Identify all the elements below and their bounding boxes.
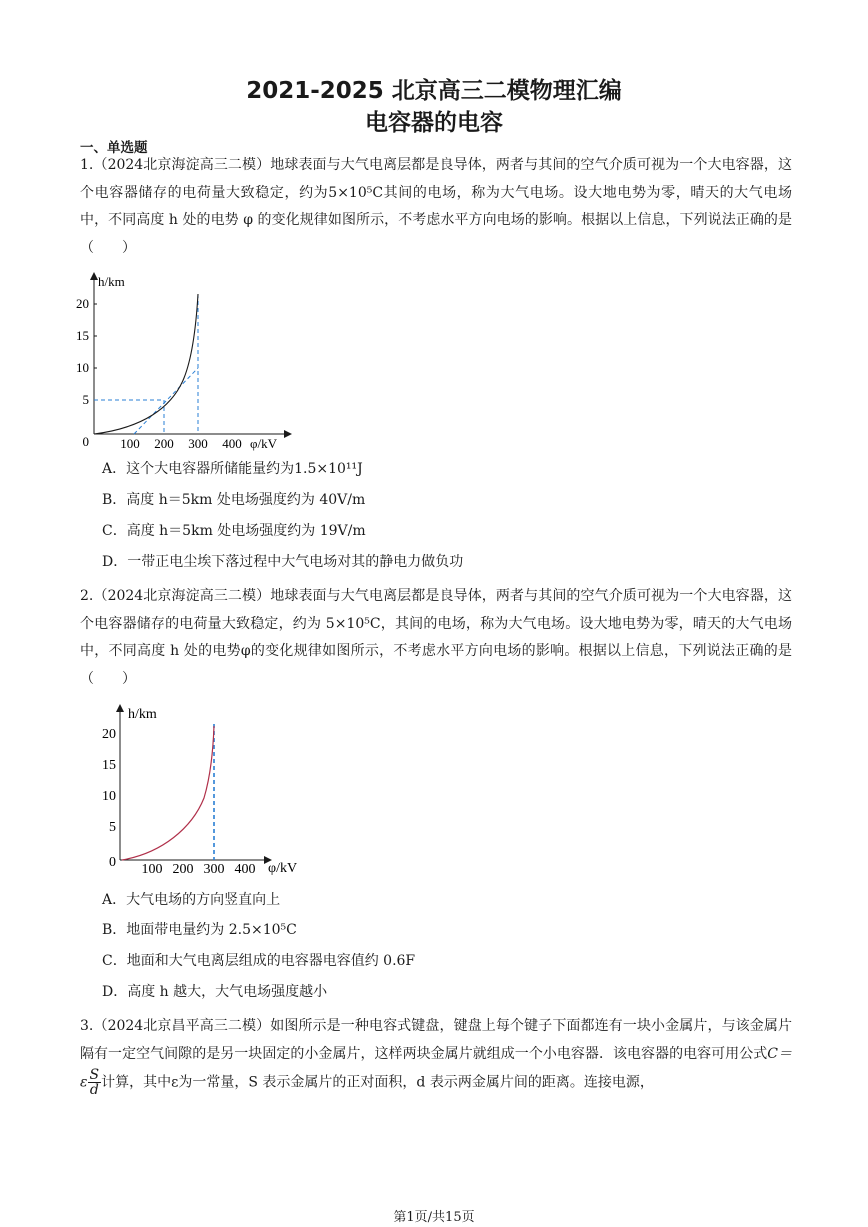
document-subtitle: 电容器的电容 [365,110,503,136]
q2-curve [122,726,214,860]
q1-x-tick: 200 [154,436,174,451]
q2-option-a[interactable]: A．大气电场的方向竖直向上 [102,892,281,908]
q2-y-tick: 5 [109,820,116,835]
page-footer: 第1页/共15页 [393,1210,475,1225]
q1-x-tick: 400 [222,436,242,451]
q3-stem-part2: 计算，其中ε为一常量，S 表示金属片的正对面积，d 表示两金属片间的距离。连接电源， [101,1074,654,1091]
q2-y-tick: 10 [102,789,116,804]
q1-tangent-line [134,368,198,434]
q1-y-tick: 20 [76,296,89,311]
q1-x-axis-label: φ/kV [250,436,278,451]
q2-x-tick: 100 [141,862,163,877]
q2-y-axis-label: h/km [128,707,157,722]
q3-stem-part1: 3.（2024北京昌平高三二模）如图所示是一种电容式键盘，键盘上每个键子下面都连有一块小金属片，与该金属片隔有一定空气间隙的是另一块固定的小金属片，这样两块金属片就组成一个小电容器．该电容器的电容可用公式 [80,1018,792,1062]
q1-y-axis-label: h/km [98,274,125,289]
q1-y-tick: 5 [82,392,89,407]
q1-y-tick: 15 [76,328,89,343]
section-heading: 一、单选题 [80,140,148,156]
q1-graph [72,268,292,456]
document-title: 2021-2025 北京高三二模物理汇编 [246,78,622,104]
q3-formula-num: S [89,1067,100,1083]
q2-x-tick: 200 [172,862,194,877]
q2-graph [92,698,312,883]
q2-stem: 2.（2024北京海淀高三二模）地球表面与大气电离层都是良导体，两者与其间的空气介质可视为一个大电容器，这个电容器储存的电荷量大致稳定，约为 5×10⁵C，其间的电场，称为大气电场。设大地电势为零，晴天的大气电场中，不同高度 h 处的电势φ的变化规律如图所示，不考虑水平方向电场的影响。根据以上信息，下列说法正确的是（ ） [80,588,792,687]
q1-stem: 1.（2024北京海淀高三二模）地球表面与大气电离层都是良导体，两者与其间的空气介质可视为一个大电容器，这个电容器储存的电荷量大致稳定，约为5×10⁵C其间的电场，称为大气电场。设大地电势为零，晴天的大气电场中，不同高度 h 处的电势 φ 的变化规律如图所示，不考虑水平方向电场的影响。根据以上信息，下列说法正确的是（ ） [80,157,792,256]
q3-formula-fraction [88,1068,102,1097]
q2-y-tick: 0 [109,855,116,870]
q2-x-tick: 300 [203,862,225,877]
q1-y-tick: 10 [76,360,89,375]
q1-option-b[interactable]: B．高度 h＝5km 处电场强度约为 40V/m [102,492,366,508]
q3-stem [80,1012,792,1097]
q3-formula-lhs: C＝ε [80,1046,793,1091]
q2-y-tick: 20 [102,727,116,742]
q2-option-c[interactable]: C．地面和大气电离层组成的电容器电容值约 0.6F [102,953,416,969]
q1-x-tick: 300 [188,436,208,451]
q1-option-d[interactable]: D．一带正电尘埃下落过程中大气电场对其的静电力做负功 [102,554,464,570]
q2-option-b[interactable]: B．地面带电量约为 2.5×10⁵C [102,922,297,938]
q1-option-c[interactable]: C．高度 h＝5km 处电场强度约为 19V/m [102,523,366,539]
q1-curve [94,294,198,434]
q1-option-a[interactable]: A．这个大电容器所储能量约为1.5×10¹¹J [102,461,363,477]
q2-option-d[interactable]: D．高度 h 越大，大气电场强度越小 [102,984,328,1000]
q2-y-tick: 15 [102,758,116,773]
q1-x-tick: 100 [120,436,140,451]
q3-formula-den: d [89,1082,99,1098]
q2-x-tick: 400 [234,862,256,877]
q1-y-tick: 0 [82,434,89,449]
q2-x-axis-label: φ/kV [268,861,298,876]
